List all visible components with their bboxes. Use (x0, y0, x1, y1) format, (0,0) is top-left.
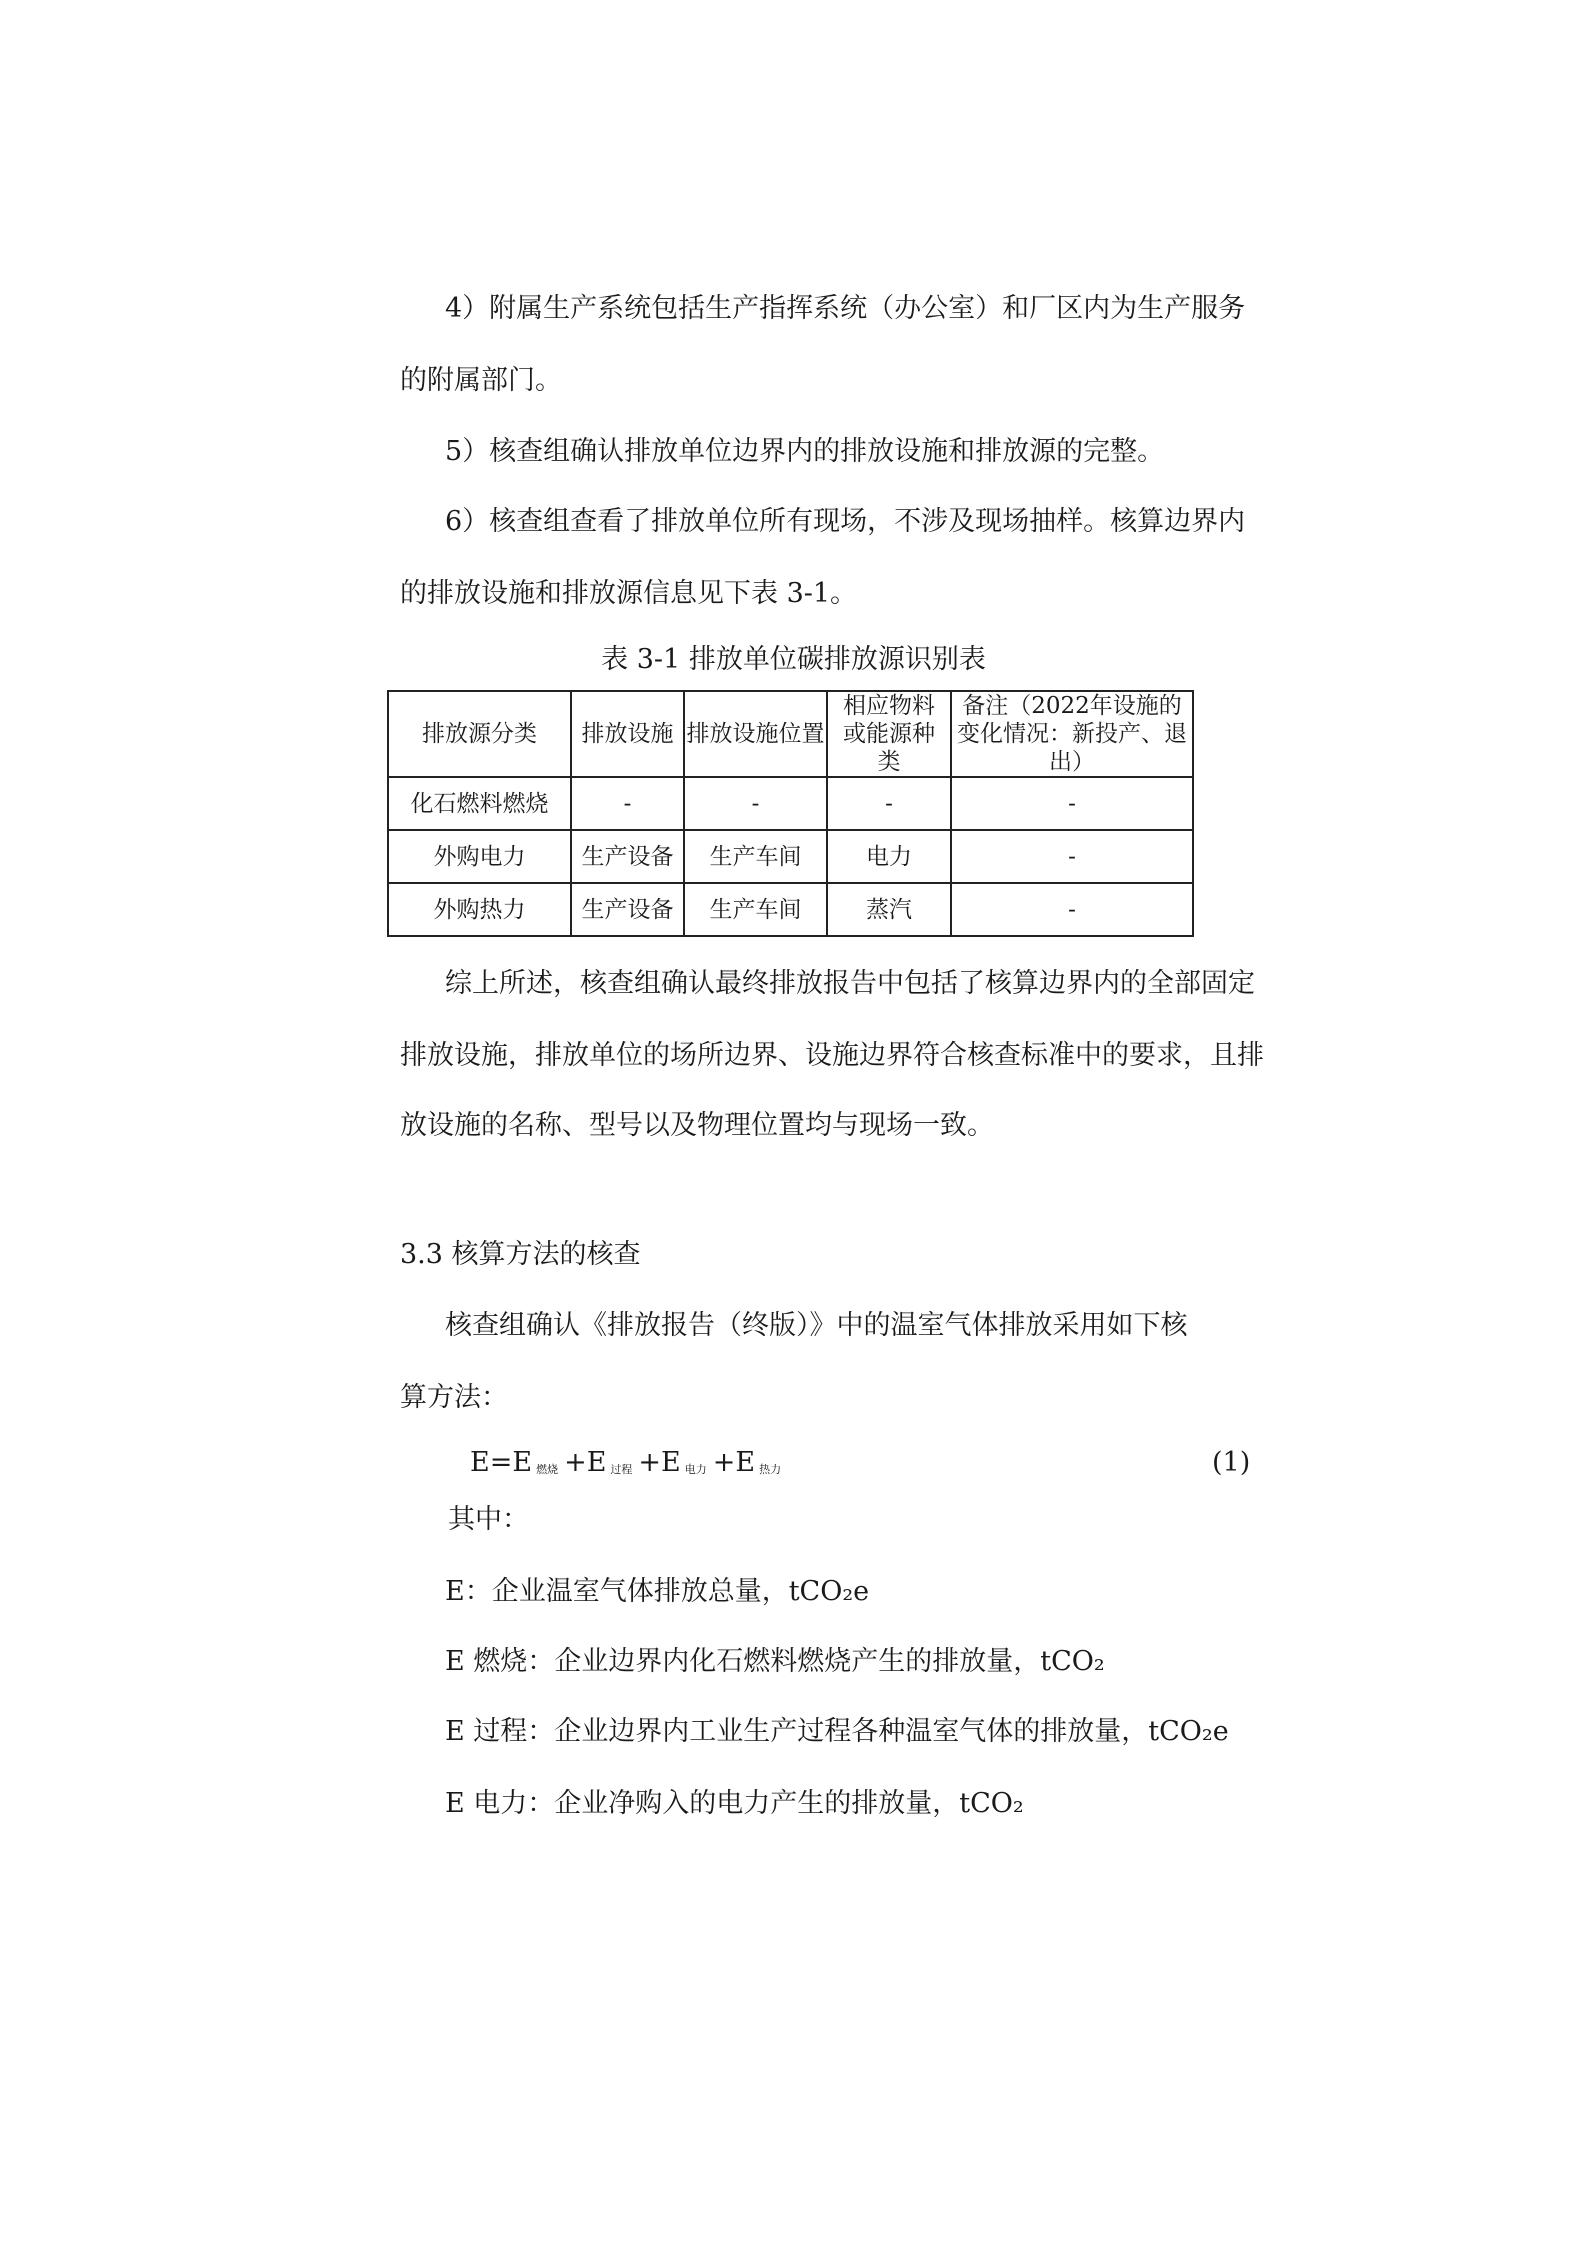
table-cell: - (951, 830, 1193, 883)
table-cell: 化石燃料燃烧 (388, 777, 571, 830)
definition-line: E 电力：企业净购入的电力产生的排放量，tCO₂ (445, 1788, 1024, 1819)
table-cell: 外购热力 (388, 883, 571, 936)
section-heading: 3.3 核算方法的核查 (400, 1239, 641, 1270)
equation-term: E (661, 1447, 681, 1478)
header-cell: 排放设施位置 (684, 691, 827, 777)
paragraph-line: 6）核查组查看了排放单位所有现场，不涉及现场抽样。核算边界内 (445, 506, 1246, 537)
header-cell: 排放源分类 (388, 691, 571, 777)
table-cell: 电力 (827, 830, 951, 883)
table-cell: 生产设备 (571, 830, 684, 883)
table-row (388, 830, 1193, 883)
table-header-row (388, 691, 1193, 777)
header-cell: 排放设施 (571, 691, 684, 777)
equation-term: E (586, 1447, 607, 1478)
emission-source-table (387, 690, 1194, 937)
table-cell: - (571, 777, 684, 830)
table-row (388, 777, 1193, 830)
table-cell: 生产设备 (571, 883, 684, 936)
header-cell: 相应物料或能源种类 (827, 691, 951, 777)
paragraph-line: 的排放设施和排放源信息见下表 3-1。 (400, 578, 858, 609)
equation-number: (1) (1212, 1447, 1251, 1478)
equation-subscript: 燃烧 (536, 1463, 559, 1476)
table-cell: 生产车间 (684, 883, 827, 936)
definition-line: E：企业温室气体排放总量，tCO₂e (445, 1576, 870, 1607)
equation-term: E (512, 1447, 533, 1478)
table-cell: - (827, 777, 951, 830)
where-label: 其中： (448, 1504, 529, 1535)
definition-line: E 过程：企业边界内工业生产过程各种温室气体的排放量，tCO₂e (445, 1716, 1229, 1747)
equation: E=E 燃烧 +E 过程 +E 电力 +E 热力 (470, 1447, 782, 1478)
definition-line: E 燃烧：企业边界内化石燃料燃烧产生的排放量，tCO₂ (445, 1646, 1105, 1677)
summary-line: 放设施的名称、型号以及物理位置均与现场一致。 (400, 1110, 994, 1141)
section-intro-line: 算方法： (400, 1382, 508, 1413)
equation-subscript: 热力 (759, 1463, 782, 1476)
equation-term: E (735, 1447, 756, 1478)
paragraph-line: 的附属部门。 (400, 365, 562, 396)
paragraph-line: 5）核查组确认排放单位边界内的排放设施和排放源的完整。 (445, 436, 1165, 467)
paragraph-line: 4）附属生产系统包括生产指挥系统（办公室）和厂区内为生产服务 (445, 293, 1246, 324)
table-cell: 外购电力 (388, 830, 571, 883)
equation-lhs: E (470, 1447, 490, 1478)
equation-subscript: 过程 (610, 1463, 633, 1476)
equation-subscript: 电力 (684, 1463, 707, 1476)
table-row (388, 883, 1193, 936)
summary-line: 排放设施，排放单位的场所边界、设施边界符合核查标准中的要求，且排 (400, 1040, 1264, 1071)
table-cell: - (951, 777, 1193, 830)
table-cell: 生产车间 (684, 830, 827, 883)
summary-line: 综上所述，核查组确认最终排放报告中包括了核算边界内的全部固定 (445, 968, 1255, 999)
table-cell: - (951, 883, 1193, 936)
table-cell: 蒸汽 (827, 883, 951, 936)
header-cell: 备注（2022年设施的变化情况：新投产、退出） (951, 691, 1193, 777)
section-intro-line: 核查组确认《排放报告（终版）》中的温室气体排放采用如下核 (445, 1310, 1188, 1341)
table-caption: 表 3-1 排放单位碳排放源识别表 (601, 644, 986, 675)
table-cell: - (684, 777, 827, 830)
